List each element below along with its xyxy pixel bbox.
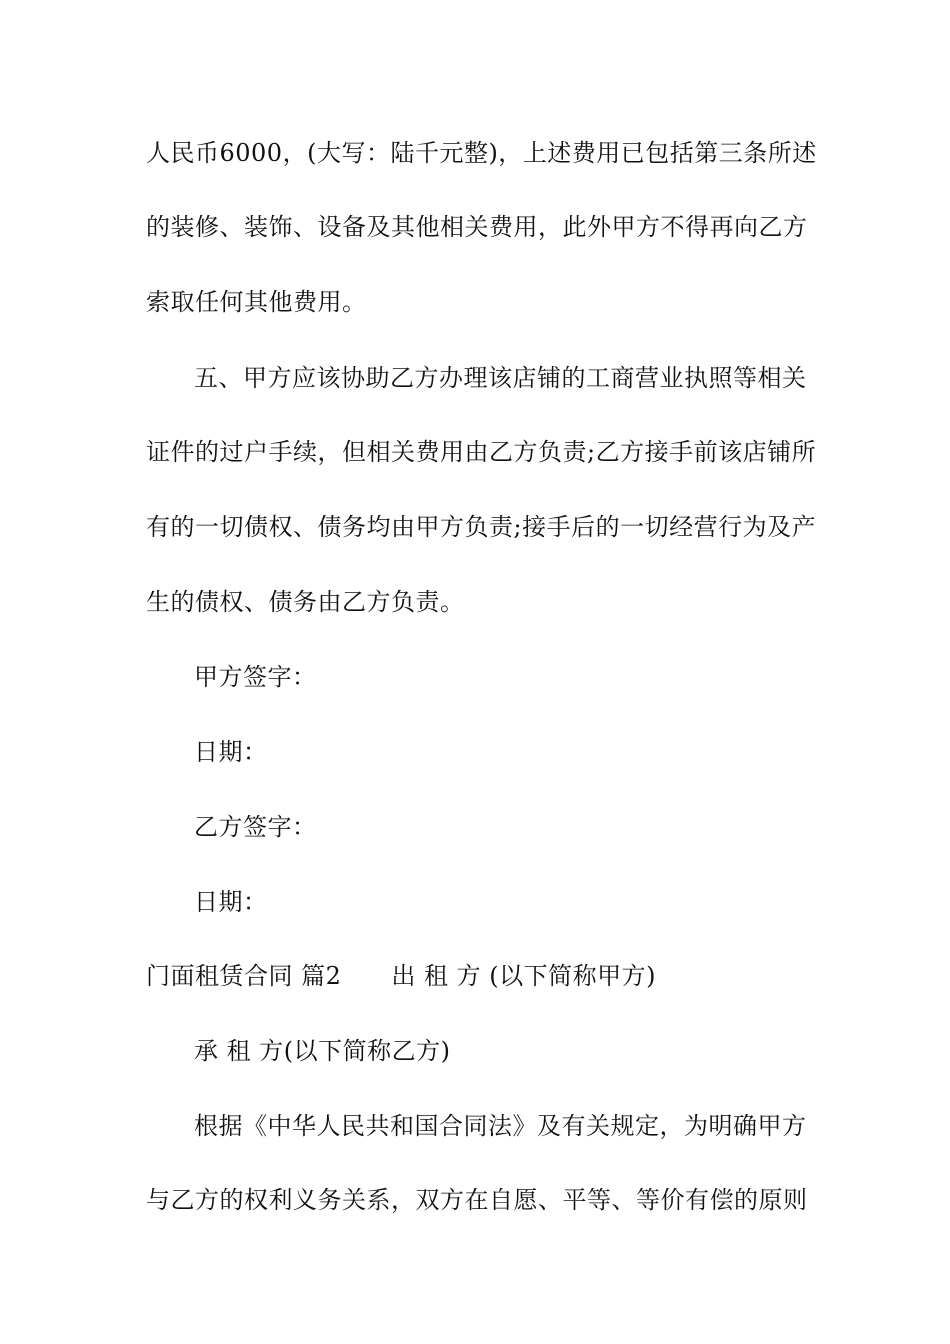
party-a-signature-label: 甲方签字：: [194, 663, 317, 691]
paragraph-line: 生的债权、债务由乙方负责。: [146, 588, 465, 616]
section-title: 门面租赁合同 篇2: [146, 962, 342, 990]
party-b-date-label: 日期：: [194, 888, 268, 916]
paragraph-line: 证件的过户手续，但相关费用由乙方负责;乙方接手前该店铺所: [146, 438, 817, 466]
paragraph-line: 索取任何其他费用。: [146, 288, 367, 316]
paragraph-line: 人民币6000，(大写：陆千元整)，上述费用已包括第三条所述: [146, 139, 817, 167]
party-a-date-label: 日期：: [194, 738, 268, 766]
paragraph-line: 有的一切债权、债务均由甲方负责;接手后的一切经营行为及产: [146, 513, 817, 541]
paragraph-line: 的装修、装饰、设备及其他相关费用，此外甲方不得再向乙方: [146, 213, 808, 241]
paragraph-line: 根据《中华人民共和国合同法》及有关规定，为明确甲方: [194, 1112, 807, 1140]
section-heading-line: [146, 960, 826, 992]
paragraph-line: 与乙方的权利义务关系，双方在自愿、平等、等价有偿的原则: [146, 1186, 808, 1214]
lessee-line: 承 租 方(以下简称乙方): [194, 1037, 451, 1065]
party-b-signature-label: 乙方签字：: [194, 813, 317, 841]
lessor-line: 出 租 方 (以下简称甲方): [391, 962, 657, 990]
paragraph-line: 五、甲方应该协助乙方办理该店铺的工商营业执照等相关: [194, 364, 807, 392]
